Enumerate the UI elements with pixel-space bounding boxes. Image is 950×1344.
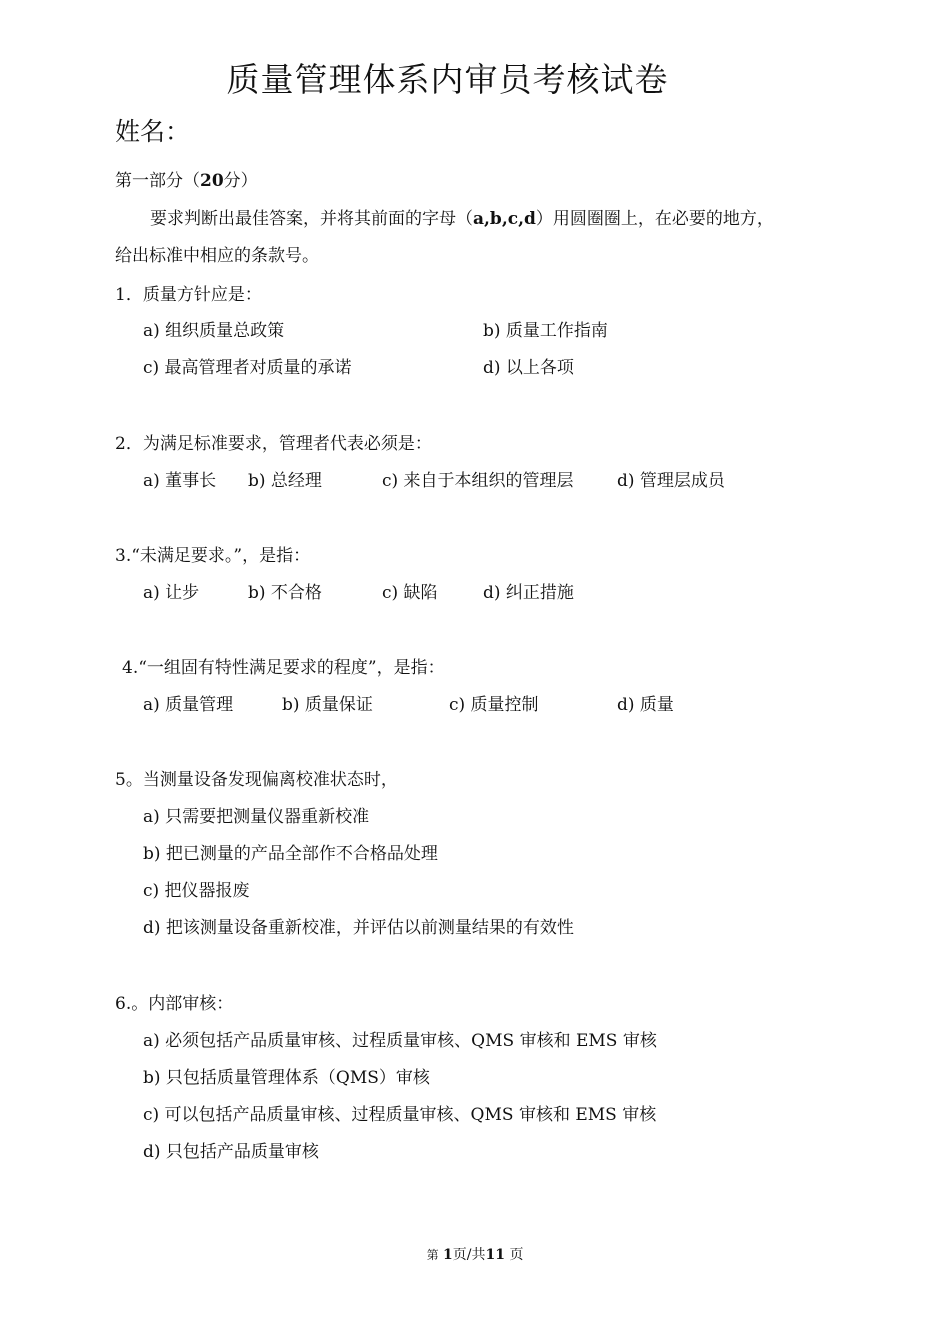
name-label: 姓名： xyxy=(115,117,191,146)
section-heading: 第一部分（20分） xyxy=(115,171,258,191)
answer-option[interactable]: c) 把仪器报废 xyxy=(143,881,250,901)
question-stem: 5。当测量设备发现偏离校准状态时， xyxy=(115,770,398,790)
question-stem: 3.“未满足要求。”，是指： xyxy=(115,546,311,566)
answer-option[interactable]: c) 可以包括产品质量审核、过程质量审核、QMS 审核和 EMS 审核 xyxy=(143,1105,657,1125)
question-stem: 6.。内部审核： xyxy=(115,994,234,1014)
answer-option[interactable]: a) 质量管理 xyxy=(143,695,234,715)
answer-option[interactable]: a) 董事长 xyxy=(143,471,217,491)
answer-option[interactable]: b) 总经理 xyxy=(248,471,322,491)
answer-option[interactable]: c) 来自于本组织的管理层 xyxy=(382,471,574,491)
answer-option[interactable]: b) 把已测量的产品全部作不合格品处理 xyxy=(143,844,438,864)
answer-option[interactable]: d) 把该测量设备重新校准，并评估以前测量结果的有效性 xyxy=(143,918,574,938)
answer-option[interactable]: d) 纠正措施 xyxy=(483,583,574,603)
answer-option[interactable]: b) 只包括质量管理体系（QMS）审核 xyxy=(143,1068,430,1088)
answer-option[interactable]: b) 质量工作指南 xyxy=(483,321,608,341)
instruction-line-1: 要求判断出最佳答案，并将其前面的字母（a,b,c,d）用圆圈圈上，在必要的地方， xyxy=(150,209,774,229)
question-stem: 1．质量方针应是： xyxy=(115,285,262,305)
answer-option[interactable]: c) 质量控制 xyxy=(449,695,539,715)
answer-option[interactable]: b) 不合格 xyxy=(248,583,322,603)
question-stem: 2．为满足标准要求，管理者代表必须是： xyxy=(115,434,432,454)
question-stem: 4.“一组固有特性满足要求的程度”，是指： xyxy=(122,658,445,678)
answer-option[interactable]: a) 让步 xyxy=(143,583,200,603)
answer-option[interactable]: c) 最高管理者对质量的承诺 xyxy=(143,358,352,378)
answer-option[interactable]: d) 管理层成员 xyxy=(617,471,725,491)
answer-option[interactable]: a) 只需要把测量仪器重新校准 xyxy=(143,807,370,827)
instruction-line-2: 给出标准中相应的条款号。 xyxy=(115,246,319,266)
page-footer: 第 1页/共11 页 xyxy=(426,1247,524,1263)
answer-option[interactable]: a) 必须包括产品质量审核、过程质量审核、QMS 审核和 EMS 审核 xyxy=(143,1031,657,1051)
answer-option[interactable]: d) 只包括产品质量审核 xyxy=(143,1142,319,1162)
answer-option[interactable]: b) 质量保证 xyxy=(282,695,373,715)
answer-option[interactable]: a) 组织质量总政策 xyxy=(143,321,285,341)
answer-option[interactable]: d) 以上各项 xyxy=(483,358,574,378)
page-title: 质量管理体系内审员考核试卷 xyxy=(226,60,669,99)
answer-option[interactable]: c) 缺陷 xyxy=(382,583,438,603)
answer-option[interactable]: d) 质量 xyxy=(617,695,674,715)
